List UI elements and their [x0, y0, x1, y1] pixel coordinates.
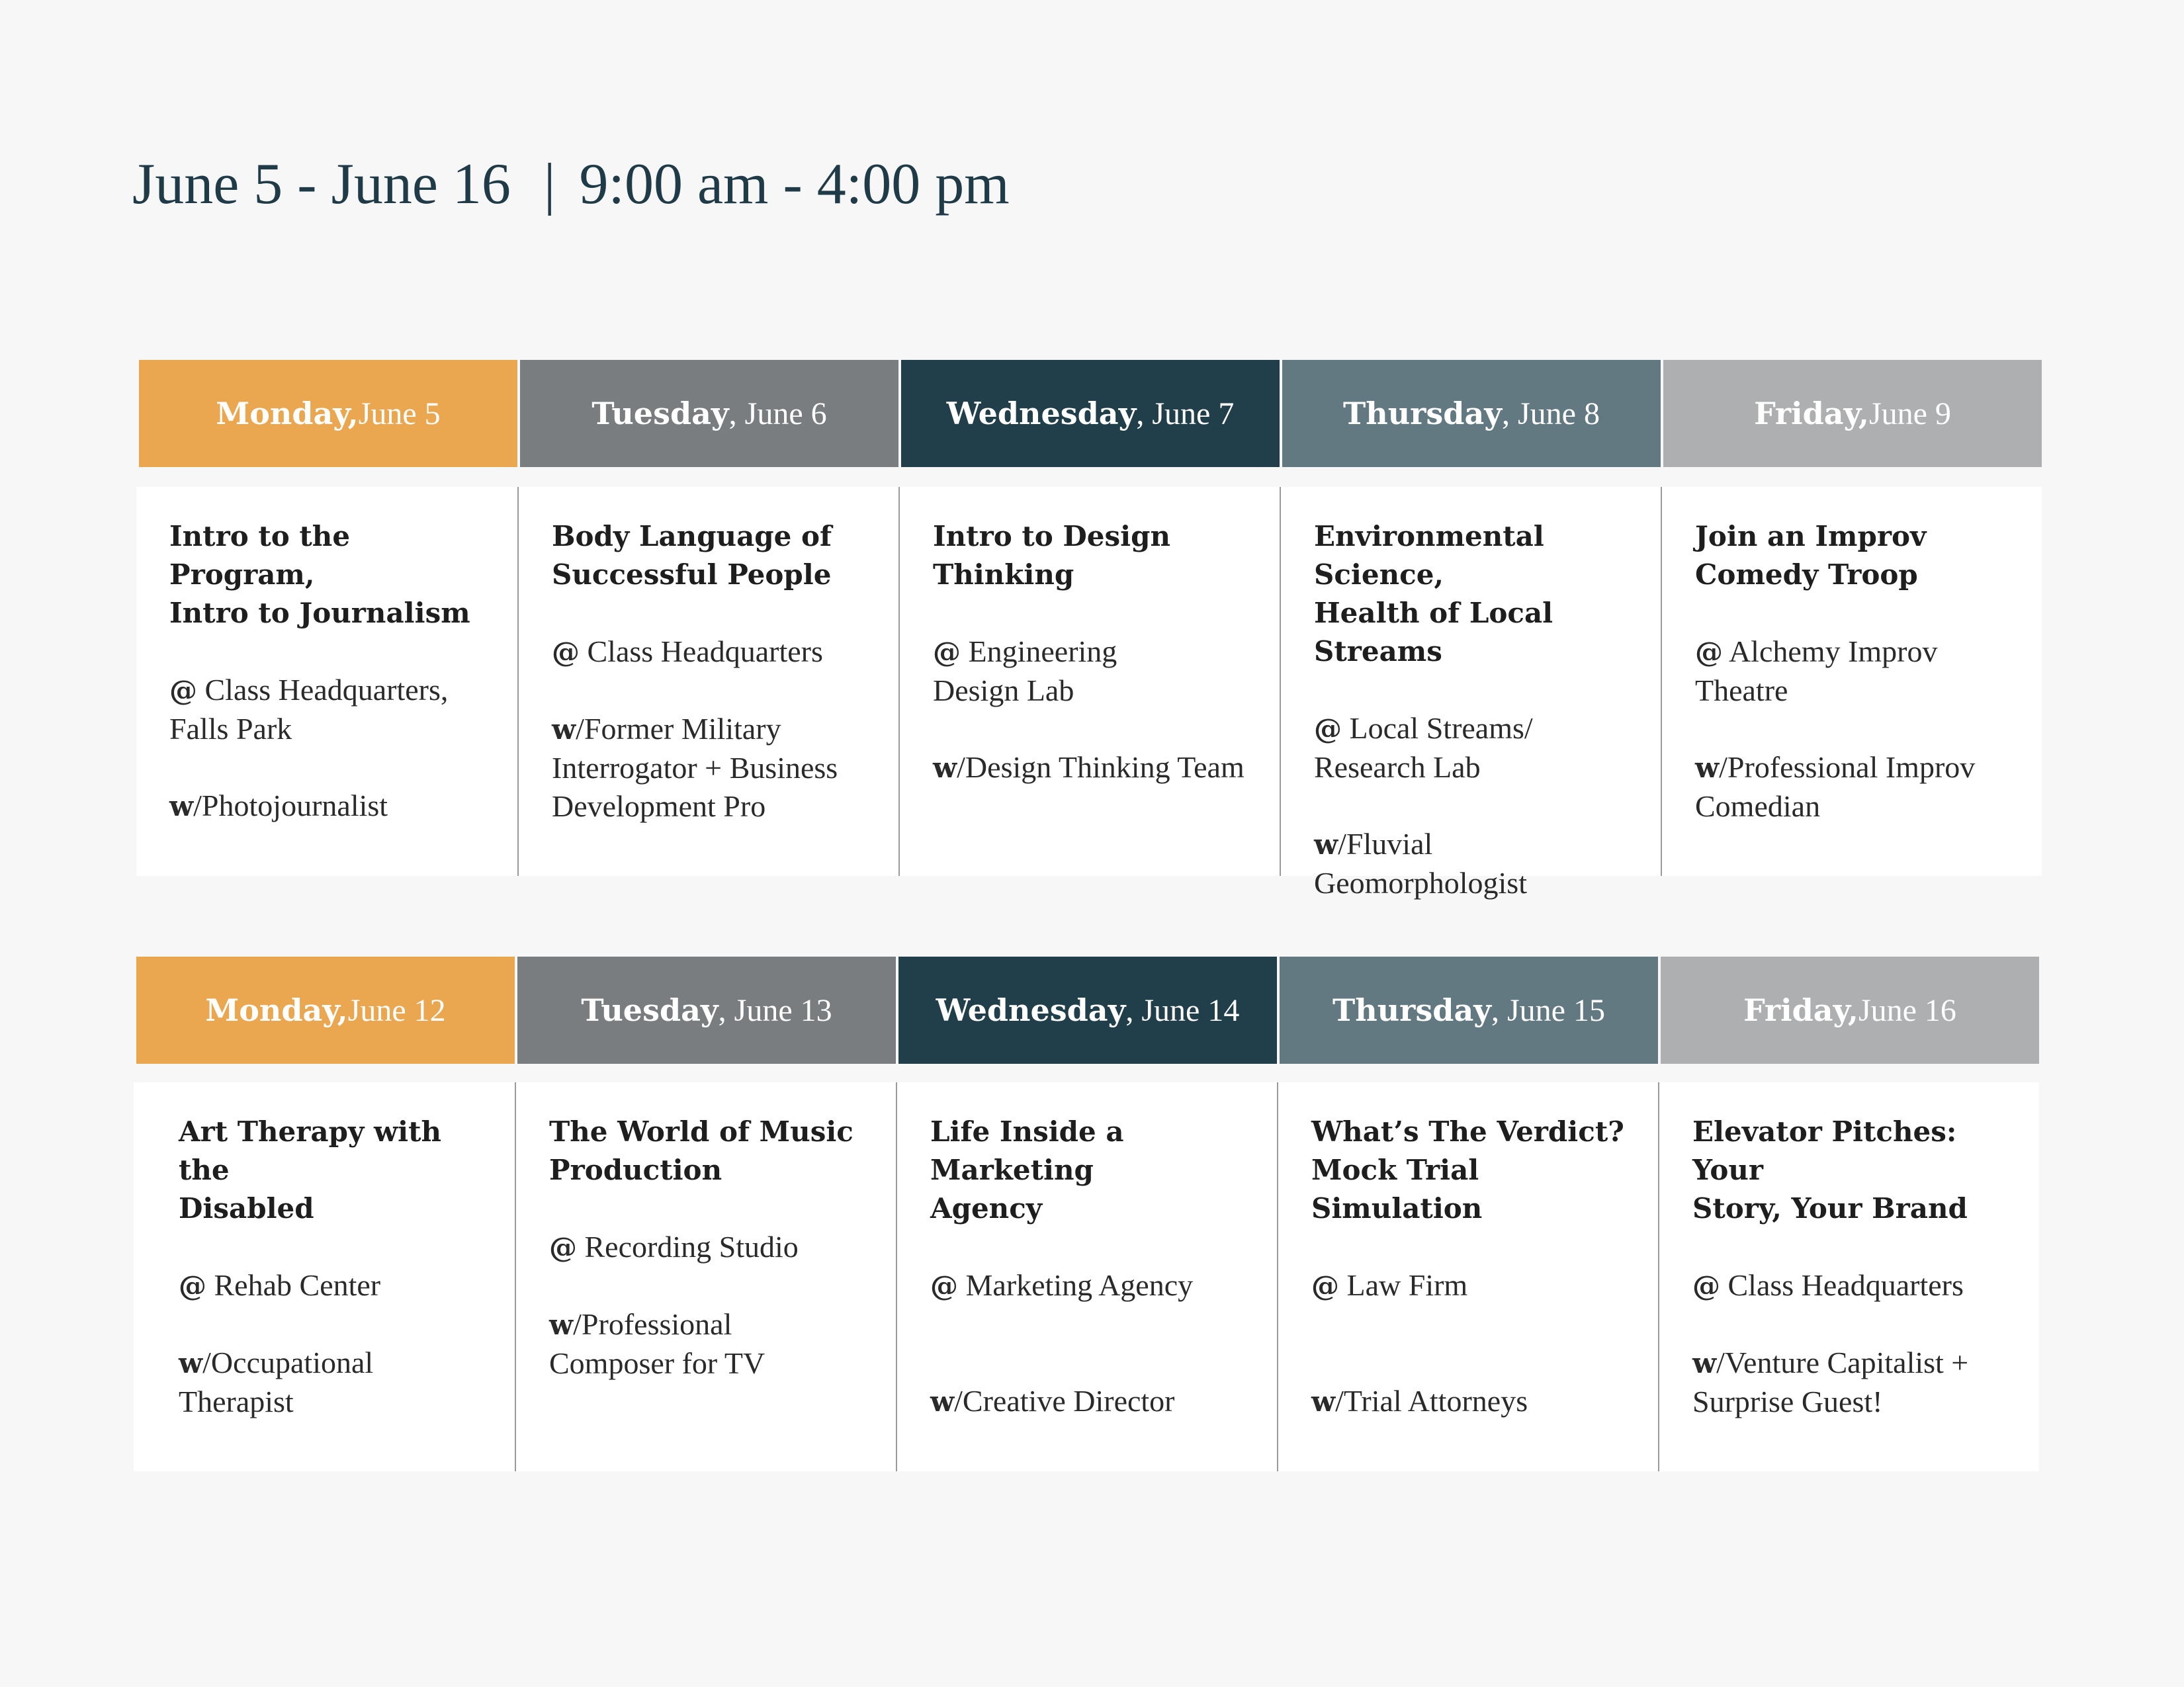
day-name: Friday, [1743, 992, 1858, 1028]
day-name: Monday, [205, 992, 348, 1028]
host-text: /Professional Composer for TV [549, 1307, 765, 1380]
host-text: /Trial Attorneys [1335, 1384, 1528, 1418]
session-title: Life Inside a Marketing Agency [930, 1115, 1124, 1225]
location-text: Local Streams/ Research Lab [1314, 711, 1533, 784]
session-card-friday [1658, 1082, 2039, 1471]
day-date: , June 8 [1501, 396, 1600, 431]
session-card-wednesday [898, 487, 1280, 876]
header-separator: | [543, 152, 556, 216]
week-1-day-headers [139, 360, 2042, 467]
session-card-tuesday [515, 1082, 896, 1471]
session-host [930, 1382, 1264, 1421]
session-location [179, 1266, 502, 1305]
schedule-header [132, 151, 1010, 218]
session-card-tuesday [517, 487, 898, 876]
location-text: Rehab Center [206, 1268, 381, 1302]
session-host [1692, 1344, 2026, 1421]
day-name: Thursday [1343, 396, 1502, 431]
at-prefix: @ [1311, 1270, 1339, 1302]
host-text: /Professional Improv Comedian [1695, 750, 1976, 823]
host-text: /Photojournalist [193, 789, 388, 822]
day-name: Monday, [216, 396, 359, 431]
with-prefix: w [552, 713, 576, 746]
day-date: June 16 [1858, 992, 1956, 1028]
host-text: /Fluvial Geomorphologist [1314, 827, 1527, 900]
session-host [1695, 748, 2029, 826]
with-prefix: w [930, 1385, 955, 1418]
with-prefix: w [179, 1347, 203, 1379]
day-date: , June 6 [728, 396, 827, 431]
at-prefix: @ [930, 1270, 958, 1302]
day-date: , June 14 [1125, 992, 1240, 1028]
session-title: Join an Improv Comedy Troop [1695, 520, 1927, 591]
session-card-thursday [1277, 1082, 1658, 1471]
session-title: Environmental Science, Health of Local Streams [1314, 520, 1553, 668]
host-text: /Venture Capitalist + Surprise Guest! [1692, 1346, 1969, 1418]
session-location [552, 632, 885, 671]
week-2-sessions [134, 1082, 2039, 1471]
day-name: Wednesday [936, 992, 1126, 1028]
day-date: June 5 [358, 396, 441, 431]
time-range: 9:00 am - 4:00 pm [579, 152, 1010, 216]
session-location [169, 671, 504, 748]
with-prefix: w [549, 1309, 574, 1341]
location-text: Law Firm [1339, 1268, 1468, 1302]
location-text: Engineering Design Lab [933, 634, 1117, 707]
day-header-monday [139, 360, 517, 467]
host-text: /Occupational Therapist [179, 1346, 374, 1418]
at-prefix: @ [169, 674, 197, 707]
session-title: Elevator Pitches: Your Story, Your Brand [1692, 1115, 1968, 1225]
day-name: Wednesday [946, 396, 1137, 431]
with-prefix: w [1311, 1385, 1336, 1418]
session-card-monday [136, 487, 517, 876]
location-text: Alchemy Improv Theatre [1695, 634, 1938, 707]
date-range: June 5 - June 16 [132, 152, 511, 216]
with-prefix: w [169, 790, 194, 822]
session-location [1311, 1266, 1645, 1305]
session-host [1314, 825, 1647, 902]
at-prefix: @ [1692, 1270, 1720, 1302]
at-prefix: @ [1695, 636, 1723, 668]
day-header-tuesday [517, 957, 896, 1064]
session-host [179, 1344, 502, 1421]
day-date: , June 15 [1491, 992, 1605, 1028]
day-date: , June 7 [1136, 396, 1235, 431]
at-prefix: @ [933, 636, 961, 668]
day-name: Friday, [1754, 396, 1869, 431]
session-location [1695, 632, 2029, 710]
session-host [169, 787, 504, 826]
session-host [549, 1305, 883, 1383]
day-name: Thursday [1332, 992, 1491, 1028]
session-host [552, 710, 885, 826]
session-card-monday [134, 1082, 515, 1471]
host-text: /Former Military Interrogator + Business Development Pro [552, 712, 838, 823]
day-date: June 9 [1868, 396, 1951, 431]
session-title: Art Therapy with the Disabled [179, 1115, 442, 1225]
location-text: Class Headquarters [580, 634, 823, 668]
day-name: Tuesday [591, 396, 729, 431]
location-text: Marketing Agency [958, 1268, 1194, 1302]
host-text: /Creative Director [954, 1384, 1175, 1418]
session-card-wednesday [896, 1082, 1277, 1471]
day-header-tuesday [520, 360, 898, 467]
day-header-wednesday [901, 360, 1280, 467]
session-card-thursday [1280, 487, 1661, 900]
week-1-sessions [136, 487, 2042, 900]
with-prefix: w [933, 752, 957, 784]
with-prefix: w [1692, 1347, 1717, 1379]
session-title: The World of Music Production [549, 1115, 853, 1186]
location-text: Class Headquarters [1720, 1268, 1964, 1302]
day-header-friday [1661, 957, 2039, 1064]
session-host [1311, 1382, 1645, 1421]
at-prefix: @ [552, 636, 580, 668]
day-name: Tuesday [581, 992, 719, 1028]
session-location [930, 1266, 1264, 1305]
session-title: Body Language of Successful People [552, 520, 832, 591]
at-prefix: @ [1314, 713, 1342, 745]
day-date: , June 13 [718, 992, 832, 1028]
session-title: What’s The Verdict? Mock Trial Simulation [1311, 1115, 1624, 1225]
day-header-thursday [1282, 360, 1661, 467]
with-prefix: w [1695, 752, 1720, 784]
session-location [1314, 709, 1647, 787]
day-header-monday [136, 957, 515, 1064]
location-text: Class Headquarters, Falls Park [169, 673, 449, 746]
session-location [549, 1228, 883, 1267]
with-prefix: w [1314, 828, 1338, 861]
at-prefix: @ [549, 1231, 577, 1264]
week-2-day-headers [136, 957, 2039, 1064]
day-date: June 12 [347, 992, 446, 1028]
session-card-friday [1661, 487, 2042, 876]
session-title: Intro to the Program, Intro to Journalism [169, 520, 470, 629]
day-header-thursday [1280, 957, 1658, 1064]
at-prefix: @ [179, 1270, 206, 1302]
session-title: Intro to Design Thinking [933, 520, 1171, 591]
day-header-wednesday [898, 957, 1277, 1064]
host-text: /Design Thinking Team [957, 750, 1245, 784]
session-location [1692, 1266, 2026, 1305]
location-text: Recording Studio [577, 1230, 799, 1264]
day-header-friday [1663, 360, 2042, 467]
session-host [933, 748, 1266, 787]
session-location [933, 632, 1266, 710]
